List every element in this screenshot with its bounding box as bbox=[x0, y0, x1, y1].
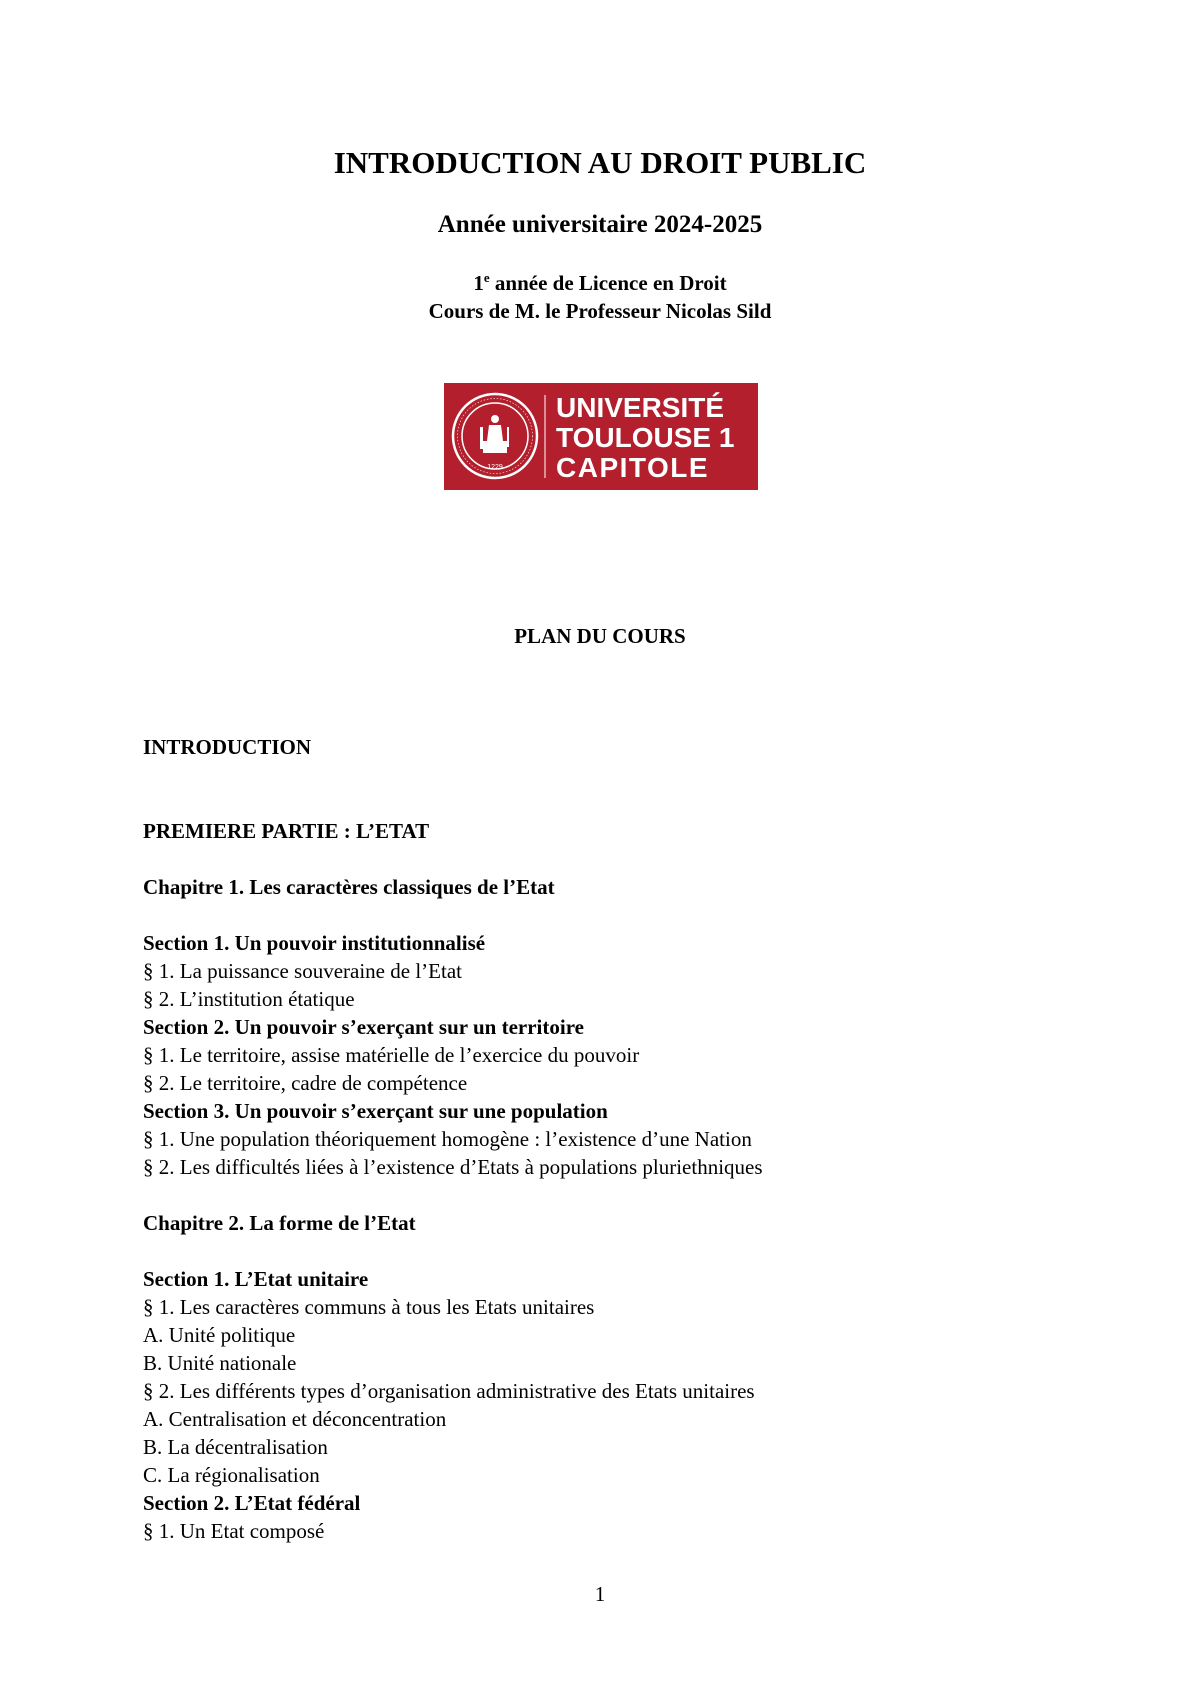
toc-subparagraph: A. Unité politique bbox=[143, 1323, 296, 1347]
toc-section: Section 2. L’Etat fédéral bbox=[143, 1491, 361, 1515]
toc-paragraph: § 1. Une population théoriquement homogène : l’existence d’une Nation bbox=[143, 1127, 752, 1151]
plan-heading: PLAN DU COURS bbox=[514, 624, 686, 648]
toc-paragraph: § 1. Les caractères communs à tous les Etats unitaires bbox=[143, 1295, 595, 1319]
academic-year: Année universitaire 2024-2025 bbox=[437, 211, 763, 238]
toc-chapter-2: Chapitre 2. La forme de l’Etat bbox=[143, 1211, 416, 1235]
toc-section: Section 1. L’Etat unitaire bbox=[143, 1267, 369, 1291]
toc-paragraph: § 2. Les difficultés liées à l’existence d’Etats à populations pluriethniques bbox=[143, 1155, 763, 1179]
professor-line: Cours de M. le Professeur Nicolas Sild bbox=[428, 299, 772, 323]
logo-text-line3: CAPITOLE bbox=[556, 452, 710, 483]
document-title: INTRODUCTION AU DROIT PUBLIC bbox=[333, 145, 867, 180]
seal-year: 1229 bbox=[487, 464, 503, 471]
logo-text-line1: UNIVERSITÉ bbox=[556, 392, 725, 423]
toc-paragraph: § 1. La puissance souveraine de l’Etat bbox=[143, 959, 462, 983]
toc-section: Section 1. Un pouvoir institutionnalisé bbox=[143, 931, 486, 955]
page-number: 1 bbox=[594, 1582, 606, 1606]
licence-superscript: e bbox=[483, 270, 490, 285]
toc-paragraph: § 2. L’institution étatique bbox=[143, 987, 355, 1011]
toc-chapter-1: Chapitre 1. Les caractères classiques de l’Etat bbox=[143, 875, 555, 899]
toc-introduction: INTRODUCTION bbox=[143, 735, 312, 759]
university-logo bbox=[444, 383, 758, 490]
toc-subparagraph: B. La décentralisation bbox=[143, 1435, 328, 1459]
toc-paragraph: § 2. Le territoire, cadre de compétence bbox=[143, 1071, 468, 1095]
toc-paragraph: § 1. Le territoire, assise matérielle de l’exercice du pouvoir bbox=[143, 1043, 640, 1067]
licence-text: année de Licence en Droit bbox=[489, 271, 727, 295]
toc-section: Section 2. Un pouvoir s’exerçant sur un territoire bbox=[143, 1015, 584, 1039]
toc-subparagraph: A. Centralisation et déconcentration bbox=[143, 1407, 447, 1431]
toc-paragraph: § 2. Les différents types d’organisation administrative des Etats unitaires bbox=[143, 1379, 755, 1403]
course-info bbox=[0, 269, 1200, 325]
toc-subparagraph: B. Unité nationale bbox=[143, 1351, 297, 1375]
table-of-contents bbox=[143, 733, 1143, 1545]
licence-line bbox=[0, 269, 1200, 297]
university-logo-graphic bbox=[444, 383, 758, 490]
logo-text-line2: TOULOUSE 1 bbox=[556, 422, 735, 453]
licence-number: 1 bbox=[473, 271, 484, 295]
toc-paragraph: § 1. Un Etat composé bbox=[143, 1519, 325, 1543]
toc-section: Section 3. Un pouvoir s’exerçant sur une population bbox=[143, 1099, 608, 1123]
toc-subparagraph: C. La régionalisation bbox=[143, 1463, 320, 1487]
toc-part-1: PREMIERE PARTIE : L’ETAT bbox=[143, 819, 430, 843]
